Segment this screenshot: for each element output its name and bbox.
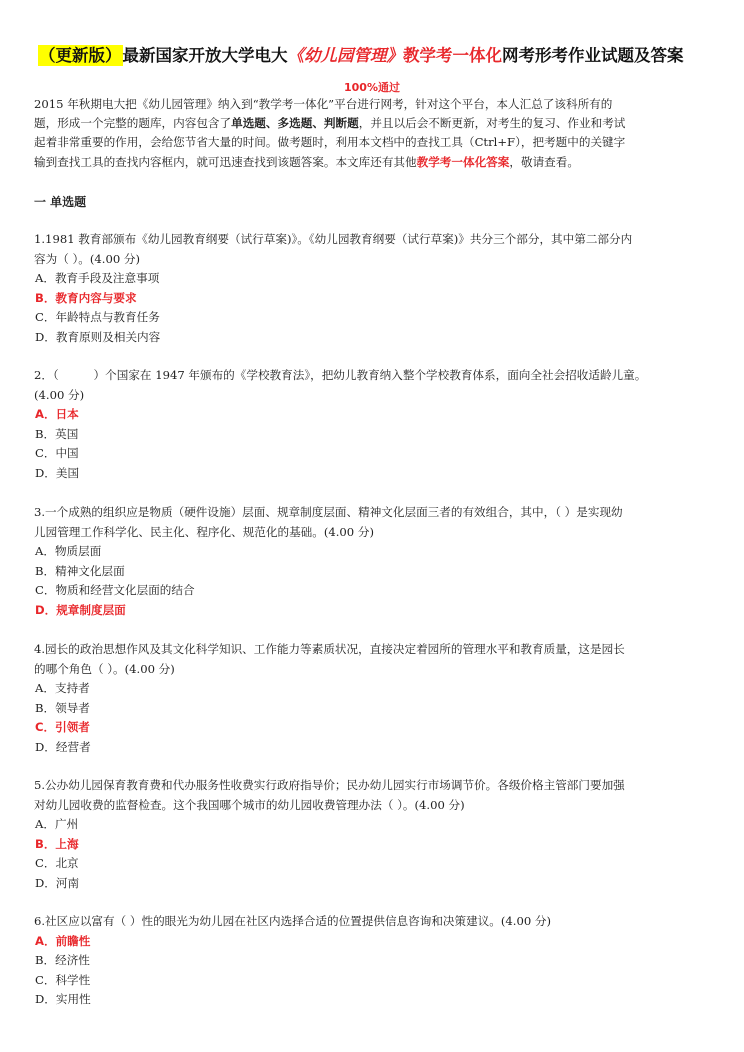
answer-option-correct: A．前瞻性: [35, 933, 91, 948]
question-3: [34, 503, 716, 621]
answer-option: B．精神文化层面: [35, 563, 125, 578]
answer-option: D．教育原则及相关内容: [35, 329, 161, 344]
answer-option-correct: D．规章制度层面: [35, 602, 126, 617]
answer-option: C．物质和经营文化层面的结合: [35, 583, 195, 598]
question-stem: 1.1981 教育部颁布《幼儿园教育纲要（试行草案)》。《幼儿园教育纲要（试行草案)》共分三个部分，其中第二部分内: [34, 232, 633, 246]
answer-option-correct: B．上海: [35, 836, 79, 851]
intro-text: 、: [312, 116, 324, 131]
question-stem: 2．（ ）个国家在 1947 年颁布的《学校教育法》，把幼儿教育纳入整个学校教育体系，面向全社会招收适龄儿童。: [34, 368, 647, 382]
answer-option: D．美国: [35, 465, 80, 480]
answer-option: A．广州: [35, 817, 79, 832]
answer-option: C．中国: [35, 446, 79, 461]
intro-emphasis: 多选题: [277, 116, 313, 131]
intro-line: 起着非常重要的作用，会给您节省大量的时间。做考题时，利用本文档中的查找工具（Ctrl+F），把考题中的关键字: [34, 135, 626, 150]
question-6: [34, 912, 716, 1010]
question-2: [34, 366, 716, 484]
section-title: 一 单选题: [34, 195, 87, 209]
question-stem: 3.一个成熟的组织应是物质（硬件设施）层面、规章制度层面、精神文化层面三者的有效组合，其中，（ ）是实现幼: [34, 505, 623, 519]
answer-option: A．物质层面: [35, 544, 102, 559]
title-part-1: 最新国家开放大学电大: [122, 46, 288, 65]
intro-highlight: 教学考一体化答案: [416, 154, 510, 169]
answer-option: A．支持者: [35, 681, 90, 696]
question-stem: 容为（ ）。(4.00 分): [34, 251, 140, 266]
intro-text: 题，形成一个完整的题库，内容包含了: [34, 116, 232, 131]
answer-option: B．经济性: [35, 953, 90, 968]
answer-option-correct: B．教育内容与要求: [35, 290, 137, 305]
answer-option-correct: A．日本: [35, 407, 79, 422]
answer-option: C．科学性: [35, 972, 91, 987]
intro-line: [34, 153, 716, 172]
answer-option: D．实用性: [35, 992, 91, 1007]
course-name: 《幼儿园管理》: [287, 46, 403, 65]
answer-option-correct: C．引领者: [35, 720, 90, 735]
answer-option: B．英国: [35, 426, 79, 441]
answer-option: D．河南: [35, 875, 80, 890]
question-1: [34, 230, 716, 348]
question-4: [34, 640, 716, 758]
question-stem: 4.园长的政治思想作风及其文化科学知识、工作能力等素质状况，直接决定着园所的管理水平和教育质量，这是园长: [34, 642, 625, 656]
intro-emphasis: 判断题: [323, 116, 359, 131]
intro-paragraph: [34, 95, 716, 172]
answer-option: C．年龄特点与教育任务: [35, 310, 160, 325]
document-title: [38, 44, 718, 68]
intro-text: ，敬请查看。: [509, 154, 579, 169]
intro-text: 输到查找工具的查找内容框内，就可迅速查找到该题答案。本文库还有其他: [34, 154, 417, 169]
intro-text: 、: [265, 116, 278, 131]
question-stem: 对幼儿园收费的监督检查。这个我国哪个城市的幼儿园收费管理办法（ ）。(4.00 分): [34, 797, 465, 812]
answer-option: A．教育手段及注意事项: [35, 271, 160, 286]
title-highlight: 教学考一体化: [403, 46, 502, 65]
intro-text: ，并且以后会不断更新，对考生的复习、作业和考试: [358, 116, 626, 131]
title-part-3: 网考形考作业试题及答案: [502, 46, 684, 65]
update-tag: （更新版）: [39, 46, 122, 65]
question-stem: 5.公办幼儿园保育教育费和代办服务性收费实行政府指导价；民办幼儿园实行市场调节价。各级价格主管部门要加强: [34, 778, 625, 792]
intro-emphasis: 单选题: [231, 116, 266, 131]
question-stem: 6.社区应以富有（ ）性的眼光为幼儿园在社区内选择合适的位置提供信息咨询和决策建议。(4.00 分): [34, 914, 552, 928]
question-stem: 儿园管理工作科学化、民主化、程序化、规范化的基础。(4.00 分): [34, 524, 374, 539]
answer-option: C．北京: [35, 856, 79, 871]
question-stem: 的哪个角色（ ）。(4.00 分): [34, 661, 175, 676]
intro-line: [34, 114, 716, 133]
question-stem: (4.00 分): [34, 387, 85, 402]
question-5: [34, 776, 716, 894]
answer-option: B．领导者: [35, 700, 90, 715]
pass-label: 100%通过: [344, 81, 400, 94]
intro-line: 2015 年秋期电大把《幼儿园管理》纳入到“教学考一体化”平台进行网考，针对这个平台，本人汇总了该科所有的: [34, 97, 613, 111]
answer-option: D．经营者: [35, 739, 91, 754]
